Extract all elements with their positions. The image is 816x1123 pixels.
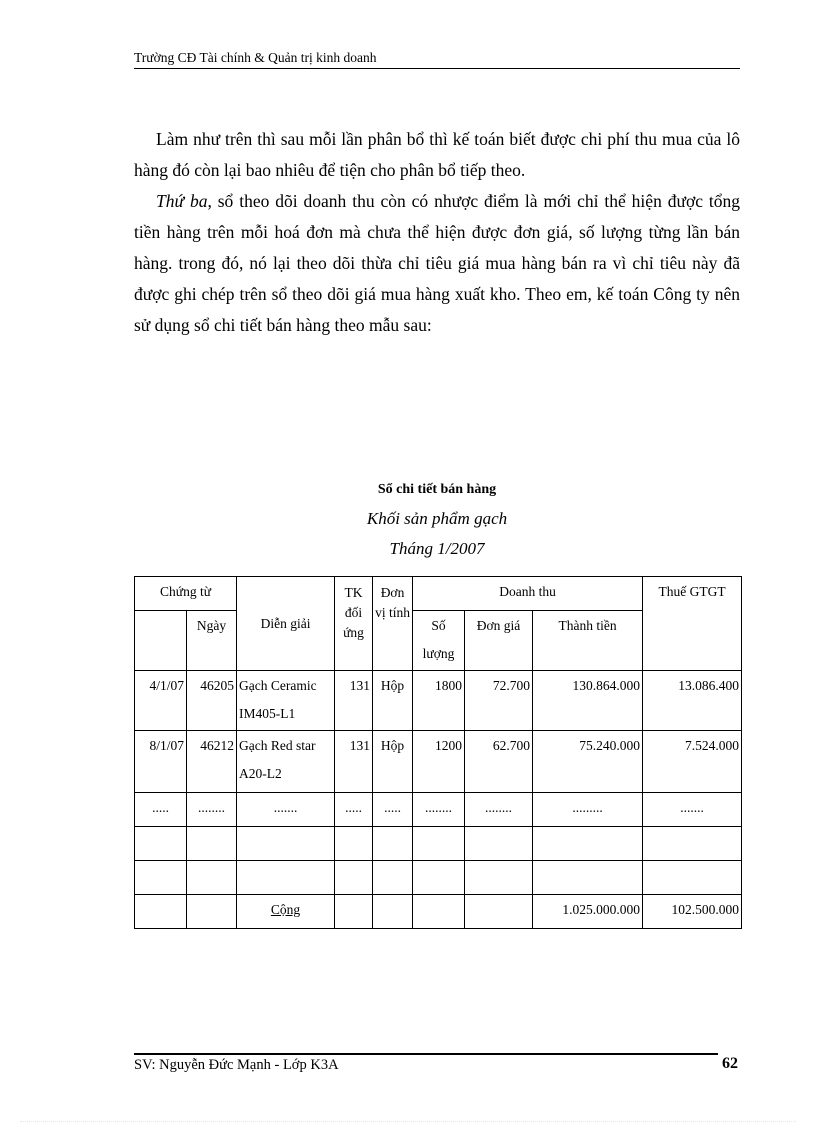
empty-cell [643, 827, 742, 861]
row-account: ..... [335, 793, 373, 827]
total-row [135, 895, 742, 929]
header-account: TK đối ứng [335, 577, 373, 671]
row-amount: 75.240.000 [533, 731, 643, 793]
ledger-title-block [134, 480, 740, 562]
paragraph-2-text: , sổ theo dõi doanh thu còn có nhược điểm là mới chỉ thể hiện được tổng tiền hàng trên mỗi hoá đơn mà chưa thể hiện được đơn giá, số lượng từng lần bán hàng. trong đó, nó lại theo dõi thừa chỉ tiêu giá mua hàng bán ra vì chỉ tiêu này đã được ghi chép trên sổ theo dõi giá mua hàng xuất kho. Theo em, kế toán Công ty nên sử dụng sổ chi tiết bán hàng theo mẫu sau: [134, 191, 741, 335]
row-vat: ....... [643, 793, 742, 827]
table-row [135, 731, 742, 793]
empty-cell [237, 827, 335, 861]
header-voucher: Chứng từ [135, 577, 237, 611]
row-date: ........ [187, 793, 237, 827]
empty-cell [413, 827, 465, 861]
header-description: Diễn giải [237, 577, 335, 671]
header-row-1 [135, 577, 742, 611]
empty-cell [465, 895, 533, 929]
paragraph-1: Làm như trên thì sau mỗi lần phân bổ thì kế toán biết được chi phí thu mua của lô hàng đó còn lại bao nhiêu để tiện cho phân bổ tiếp theo. [134, 129, 740, 180]
row-date: 46212 [187, 731, 237, 793]
row-voucher: 8/1/07 [135, 731, 187, 793]
sales-ledger-table [134, 576, 742, 929]
empty-cell [187, 827, 237, 861]
empty-cell [533, 861, 643, 895]
ledger-subtitle: Khối sản phẩm gạch [366, 509, 508, 528]
row-vat: 13.086.400 [643, 671, 742, 731]
empty-cell [465, 861, 533, 895]
row-voucher: ..... [135, 793, 187, 827]
row-description: Gạch Red star A20-L2 [237, 731, 335, 793]
row-vat: 7.524.000 [643, 731, 742, 793]
row-quantity: 1800 [413, 671, 465, 731]
row-date: 46205 [187, 671, 237, 731]
header-unit-price: Đơn giá [465, 611, 533, 671]
empty-cell [135, 861, 187, 895]
header-vat: Thuế GTGT [643, 577, 742, 671]
empty-cell [465, 827, 533, 861]
row-account: 131 [335, 671, 373, 731]
table-row [135, 793, 742, 827]
footer-author: SV: Nguyễn Đức Mạnh - Lớp K3A [134, 1057, 339, 1073]
empty-cell [643, 861, 742, 895]
body-text [134, 124, 740, 341]
paragraph-2-lead: Thứ ba [156, 191, 208, 211]
header-revenue: Doanh thu [413, 577, 643, 611]
empty-cell [373, 861, 413, 895]
empty-cell [335, 861, 373, 895]
row-description: Gạch Ceramic IM405-L1 [237, 671, 335, 731]
empty-cell [373, 895, 413, 929]
empty-cell [187, 861, 237, 895]
page-footer [134, 1057, 740, 1079]
row-unit-price: 62.700 [465, 731, 533, 793]
row-account: 131 [335, 731, 373, 793]
row-description: ....... [237, 793, 335, 827]
empty-cell [335, 895, 373, 929]
header-unit: Đơn vị tính [373, 577, 413, 671]
empty-cell [187, 895, 237, 929]
row-voucher: 4/1/07 [135, 671, 187, 731]
empty-row [135, 861, 742, 895]
row-unit-price: 72.700 [465, 671, 533, 731]
ledger-title: Sổ chi tiết bán hàng [377, 482, 497, 497]
row-unit: Hộp [373, 671, 413, 731]
table-row [135, 671, 742, 731]
page-edge-divider [20, 1121, 796, 1122]
paragraph-2 [134, 186, 740, 341]
empty-cell [335, 827, 373, 861]
page-header: Trường CĐ Tài chính & Quản trị kinh doanh [134, 50, 740, 69]
row-unit: ..... [373, 793, 413, 827]
row-amount: ......... [533, 793, 643, 827]
empty-cell [237, 861, 335, 895]
row-quantity: ........ [413, 793, 465, 827]
empty-cell [135, 827, 187, 861]
empty-cell [533, 827, 643, 861]
empty-cell [373, 827, 413, 861]
empty-row [135, 827, 742, 861]
row-quantity: 1200 [413, 731, 465, 793]
row-amount: 130.864.000 [533, 671, 643, 731]
page-number: 62 [722, 1055, 738, 1072]
header-voucher-number [135, 611, 187, 671]
total-amount: 1.025.000.000 [533, 895, 643, 929]
row-unit: Hộp [373, 731, 413, 793]
header-quantity: Số lượng [413, 611, 465, 671]
total-label: Cộng [237, 895, 335, 929]
empty-cell [135, 895, 187, 929]
footer-rule [134, 1053, 718, 1055]
ledger-period: Tháng 1/2007 [389, 539, 485, 558]
header-amount: Thành tiền [533, 611, 643, 671]
empty-cell [413, 861, 465, 895]
total-vat: 102.500.000 [643, 895, 742, 929]
empty-cell [413, 895, 465, 929]
header-date: Ngày [187, 611, 237, 671]
row-unit-price: ........ [465, 793, 533, 827]
